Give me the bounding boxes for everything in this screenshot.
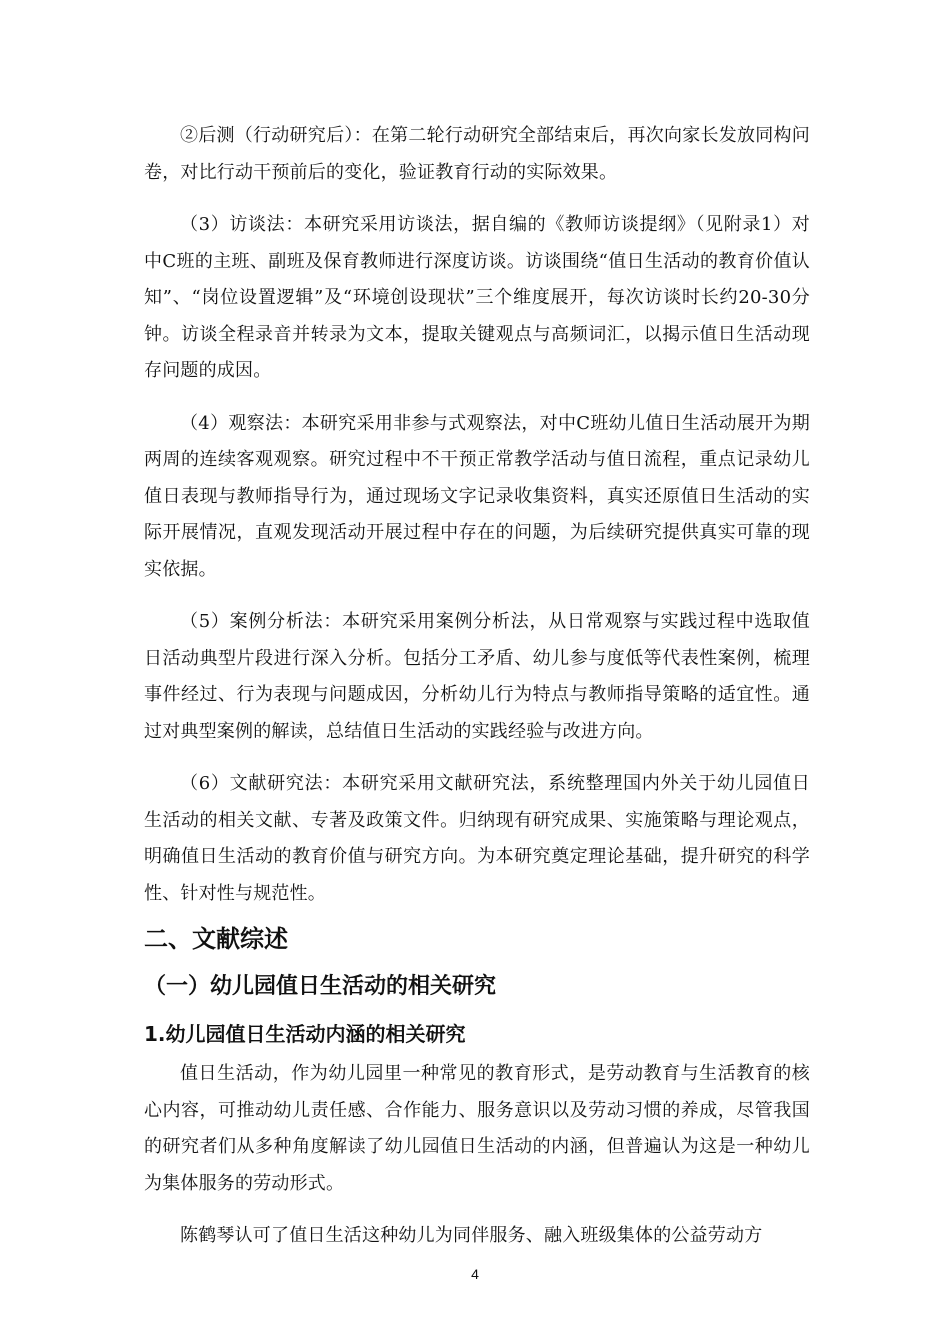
item-heading: 1.幼儿园值日生活动内涵的相关研究 — [144, 1022, 466, 1046]
page-number: 4 — [471, 1266, 479, 1282]
section-heading: 二、文献综述 — [144, 925, 288, 953]
paragraph-duty-activity-definition: 值日生活动，作为幼儿园里一种常见的教育形式，是劳动教育与生活教育的核心内容，可推动幼儿责任感、合作能力、服务意识以及劳动习惯的养成，尽管我国的研究者们从多种角度解读了幼儿园值日生活动的内涵，但普遍认为这是一种幼儿为集体服务的劳动形式。 — [144, 1063, 810, 1194]
paragraph-interview-method: （3）访谈法：本研究采用访谈法，据自编的《教师访谈提纲》（见附录1）对中C班的主班、副班及保育教师进行深度访谈。访谈围绕“值日生活动的教育价值认知”、“岗位设置逻辑”及“环境创设现状”三个维度展开，每次访谈时长约20-30分钟。访谈全程录音并转录为文本，提取关键观点与高频词汇，以揭示值日生活动现存问题的成因。 — [144, 214, 810, 381]
paragraph-chen-heqin: 陈鹤琴认可了值日生活这种幼儿为同伴服务、融入班级集体的公益劳动方 — [180, 1225, 763, 1246]
paragraph-post-test: ②后测（行动研究后）：在第二轮行动研究全部结束后，再次向家长发放同构问卷，对比行动干预前后的变化，验证教育行动的实际效果。 — [144, 125, 810, 183]
paragraph-case-analysis-method: （5）案例分析法：本研究采用案例分析法，从日常观察与实践过程中选取值日活动典型片段进行深入分析。包括分工矛盾、幼儿参与度低等代表性案例，梳理事件经过、行为表现与问题成因，分析幼儿行为特点与教师指导策略的适宜性。通过对典型案例的解读，总结值日生活动的实践经验与改进方向。 — [144, 611, 810, 742]
paragraph-literature-method: （6）文献研究法：本研究采用文献研究法，系统整理国内外关于幼儿园值日生活动的相关文献、专著及政策文件。归纳现有研究成果、实施策略与理论观点，明确值日生活动的教育价值与研究方向。为本研究奠定理论基础，提升研究的科学性、针对性与规范性。 — [144, 773, 810, 904]
paragraph-observation-method: （4）观察法：本研究采用非参与式观察法，对中C班幼儿值日生活动展开为期两周的连续客观观察。研究过程中不干预正常教学活动与值日流程，重点记录幼儿值日表现与教师指导行为，通过现场文字记录收集资料，真实还原值日生活动的实际开展情况，直观发现活动开展过程中存在的问题，为后续研究提供真实可靠的现实依据。 — [144, 412, 810, 580]
page-body — [144, 118, 810, 1271]
subsection-heading: （一）幼儿园值日生活动的相关研究 — [144, 974, 497, 999]
